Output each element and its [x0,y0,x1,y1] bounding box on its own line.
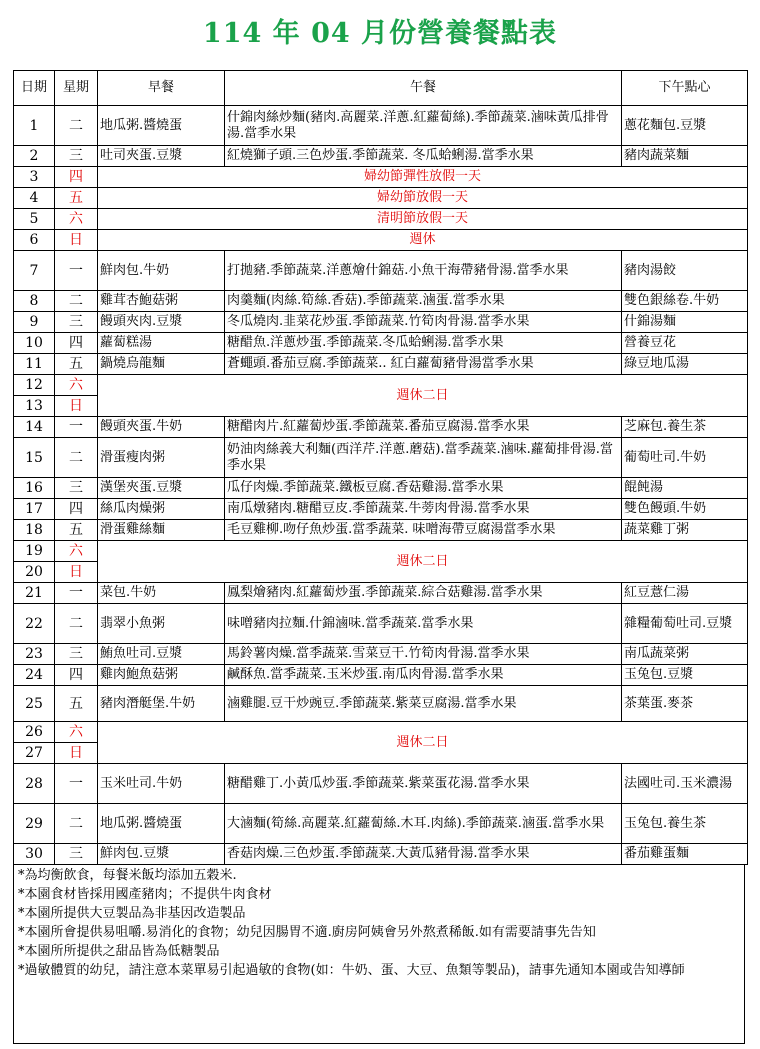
breakfast-cell: 滑蛋雞絲麵 [98,520,225,541]
table-row [14,604,748,644]
snack-cell: 營養豆花 [622,333,748,354]
breakfast-cell: 雞肉鮑魚菇粥 [98,665,225,686]
table-row [14,312,748,333]
note-line: *本園所提供大豆製品為非基因改造製品 [18,906,246,921]
header-breakfast: 早餐 [98,71,225,106]
date-cell: 14 [14,417,55,438]
weekday-cell: 二 [55,106,98,146]
lunch-cell: 鹹酥魚.當季蔬菜.玉米炒蛋.南瓜肉骨湯.當季水果 [225,665,622,686]
date-cell: 20 [14,562,55,583]
breakfast-cell: 鮮肉包.牛奶 [98,251,225,291]
breakfast-cell: 饅頭夾蛋.牛奶 [98,417,225,438]
date-cell: 4 [14,188,55,209]
table-row [14,541,748,562]
date-cell: 26 [14,722,55,743]
snack-cell: 雙色銀絲卷.牛奶 [622,291,748,312]
header-date: 日期 [14,71,55,106]
table-row [14,844,748,865]
weekday-cell: 一 [55,251,98,291]
breakfast-cell: 地瓜粥.醬燒蛋 [98,106,225,146]
lunch-cell: 糖醋肉片.紅蘿蔔炒蛋.季節蔬菜.番茄豆腐湯.當季水果 [225,417,622,438]
weekday-cell: 三 [55,146,98,167]
date-cell: 2 [14,146,55,167]
table-row [14,333,748,354]
weekday-cell: 六 [55,541,98,562]
breakfast-cell: 漢堡夾蛋.豆漿 [98,478,225,499]
date-cell: 3 [14,167,55,188]
note-line: *過敏體質的幼兒，請注意本菜單易引起過敏的食物(如：牛奶、蛋、大豆、魚類等製品)，請事先通知本園或告知導師 [18,963,685,978]
weekday-cell: 二 [55,604,98,644]
breakfast-cell: 饅頭夾肉.豆漿 [98,312,225,333]
date-cell: 25 [14,686,55,722]
snack-cell: 什錦湯麵 [622,312,748,333]
snack-cell: 餛飩湯 [622,478,748,499]
snack-cell: 雜糧葡萄吐司.豆漿 [622,604,748,644]
date-cell: 8 [14,291,55,312]
lunch-cell: 蒼蠅頭.番茄豆腐.季節蔬菜.. 紅白蘿蔔豬骨湯當季水果 [225,354,622,375]
weekday-cell: 三 [55,844,98,865]
date-cell: 30 [14,844,55,865]
weekday-cell: 二 [55,438,98,478]
weekday-cell: 四 [55,333,98,354]
weekday-cell: 一 [55,417,98,438]
weekday-cell: 四 [55,499,98,520]
date-cell: 18 [14,520,55,541]
weekday-cell: 五 [55,354,98,375]
table-row [14,354,748,375]
table-header-row [14,71,748,106]
holiday-cell: 週休 [98,230,748,251]
breakfast-cell: 鮪魚吐司.豆漿 [98,644,225,665]
date-cell: 10 [14,333,55,354]
snack-cell: 豬肉蔬菜麵 [622,146,748,167]
breakfast-cell: 吐司夾蛋.豆漿 [98,146,225,167]
snack-cell: 紅豆薏仁湯 [622,583,748,604]
table-row [14,106,748,146]
breakfast-cell: 鍋燒烏龍麵 [98,354,225,375]
date-cell: 9 [14,312,55,333]
breakfast-cell: 翡翠小魚粥 [98,604,225,644]
weekend-cell: 週休二日 [98,541,748,583]
notes-box [13,865,745,1044]
breakfast-cell: 菜包.牛奶 [98,583,225,604]
snack-cell: 番茄雞蛋麵 [622,844,748,865]
snack-cell: 綠豆地瓜湯 [622,354,748,375]
date-cell: 27 [14,743,55,764]
date-cell: 6 [14,230,55,251]
date-cell: 19 [14,541,55,562]
table-row [14,438,748,478]
weekday-cell: 日 [55,396,98,417]
weekday-cell: 六 [55,209,98,230]
breakfast-cell: 滑蛋瘦肉粥 [98,438,225,478]
lunch-cell: 紅燒獅子頭.三色炒蛋.季節蔬菜. 冬瓜蛤蜊湯.當季水果 [225,146,622,167]
date-cell: 24 [14,665,55,686]
table-row [14,764,748,804]
snack-cell: 蔥花麵包.豆漿 [622,106,748,146]
lunch-cell: 糖醋雞丁.小黃瓜炒蛋.季節蔬菜.紫菜蛋花湯.當季水果 [225,764,622,804]
snack-cell: 葡萄吐司.牛奶 [622,438,748,478]
breakfast-cell: 雞茸杏鮑菇粥 [98,291,225,312]
lunch-cell: 瓜仔肉燥.季節蔬菜.鐵板豆腐.香菇雞湯.當季水果 [225,478,622,499]
table-row [14,209,748,230]
breakfast-cell: 豬肉潛艇堡.牛奶 [98,686,225,722]
breakfast-cell: 玉米吐司.牛奶 [98,764,225,804]
holiday-cell: 婦幼節放假一天 [98,188,748,209]
header-snack: 下午點心 [622,71,748,106]
weekday-cell: 一 [55,583,98,604]
weekday-cell: 二 [55,291,98,312]
table-row [14,583,748,604]
snack-cell: 芝麻包.養生茶 [622,417,748,438]
weekday-cell: 六 [55,722,98,743]
date-cell: 28 [14,764,55,804]
weekday-cell: 一 [55,764,98,804]
lunch-cell: 冬瓜燒肉.韭菜花炒蛋.季節蔬菜.竹筍肉骨湯.當季水果 [225,312,622,333]
date-cell: 5 [14,209,55,230]
weekday-cell: 五 [55,188,98,209]
weekday-cell: 日 [55,743,98,764]
header-weekday: 星期 [55,71,98,106]
snack-cell: 茶葉蛋.麥茶 [622,686,748,722]
table-row [14,291,748,312]
lunch-cell: 奶油肉絲義大利麵(西洋芹.洋蔥.蘑菇).當季蔬菜.滷味.蘿蔔排骨湯.當季水果 [225,438,622,478]
table-row [14,188,748,209]
table-row [14,478,748,499]
table-row [14,686,748,722]
lunch-cell: 香菇肉燥.三色炒蛋.季節蔬菜.大黃瓜豬骨湯.當季水果 [225,844,622,865]
lunch-cell: 馬鈴薯肉燥.當季蔬菜.雪菜豆干.竹筍肉骨湯.當季水果 [225,644,622,665]
table-row [14,644,748,665]
table-row [14,375,748,396]
weekday-cell: 三 [55,478,98,499]
date-cell: 12 [14,375,55,396]
date-cell: 13 [14,396,55,417]
date-cell: 17 [14,499,55,520]
breakfast-cell: 地瓜粥.醬燒蛋 [98,804,225,844]
snack-cell: 法國吐司.玉米濃湯 [622,764,748,804]
snack-cell: 玉兔包.豆漿 [622,665,748,686]
weekday-cell: 二 [55,804,98,844]
date-cell: 29 [14,804,55,844]
breakfast-cell: 絲瓜肉燥粥 [98,499,225,520]
weekday-cell: 五 [55,520,98,541]
breakfast-cell: 鮮肉包.豆漿 [98,844,225,865]
table-row [14,804,748,844]
table-row [14,499,748,520]
lunch-cell: 打拋豬.季節蔬菜.洋蔥燴什錦菇.小魚干海帶豬骨湯.當季水果 [225,251,622,291]
holiday-cell: 清明節放假一天 [98,209,748,230]
snack-cell: 雙色饅頭.牛奶 [622,499,748,520]
weekday-cell: 四 [55,167,98,188]
table-row [14,251,748,291]
meal-table [13,70,748,865]
note-line: *為均衡飲食，每餐米飯均添加五穀米. [18,868,237,883]
page-title: 114 年 04 月份營養餐點表 [202,18,558,49]
lunch-cell: 糖醋魚.洋蔥炒蛋.季節蔬菜.冬瓜蛤蜊湯.當季水果 [225,333,622,354]
weekday-cell: 三 [55,644,98,665]
weekday-cell: 日 [55,562,98,583]
holiday-cell: 婦幼節彈性放假一天 [98,167,748,188]
date-cell: 21 [14,583,55,604]
header-lunch: 午餐 [225,71,622,106]
weekday-cell: 三 [55,312,98,333]
snack-cell: 南瓜蔬菜粥 [622,644,748,665]
date-cell: 1 [14,106,55,146]
breakfast-cell: 蘿蔔糕湯 [98,333,225,354]
table-row [14,722,748,743]
date-cell: 23 [14,644,55,665]
table-row [14,146,748,167]
table-row [14,665,748,686]
table-row [14,167,748,188]
date-cell: 22 [14,604,55,644]
snack-cell: 豬肉湯餃 [622,251,748,291]
note-line: *本園所所提供之甜品皆為低糖製品 [18,944,220,959]
weekend-cell: 週休二日 [98,375,748,417]
date-cell: 11 [14,354,55,375]
table-row [14,417,748,438]
weekday-cell: 五 [55,686,98,722]
note-line: *本園食材皆採用國產豬肉；不提供牛肉食材 [18,887,272,902]
date-cell: 7 [14,251,55,291]
lunch-cell: 毛豆雞柳.吻仔魚炒蛋.當季蔬菜. 味噌海帶豆腐湯當季水果 [225,520,622,541]
lunch-cell: 鳳梨燴豬肉.紅蘿蔔炒蛋.季節蔬菜.綜合菇雞湯.當季水果 [225,583,622,604]
date-cell: 16 [14,478,55,499]
table-body [14,106,748,865]
table-row [14,520,748,541]
weekday-cell: 六 [55,375,98,396]
note-line: *本園所會提供易咀嚼.易消化的食物；幼兒因腸胃不適.廚房阿姨會另外熬煮稀飯.如有需要請事先告知 [18,925,596,940]
snack-cell: 蔬菜雞丁粥 [622,520,748,541]
lunch-cell: 什錦肉絲炒麵(豬肉.高麗菜.洋蔥.紅蘿蔔絲).季節蔬菜.滷味黃瓜排骨湯.當季水果 [225,106,622,146]
lunch-cell: 肉羹麵(肉絲.筍絲.香菇).季節蔬菜.滷蛋.當季水果 [225,291,622,312]
date-cell: 15 [14,438,55,478]
lunch-cell: 味噌豬肉拉麵.什錦滷味.當季蔬菜.當季水果 [225,604,622,644]
lunch-cell: 南瓜燉豬肉.糖醋豆皮.季節蔬菜.牛蒡肉骨湯.當季水果 [225,499,622,520]
weekend-cell: 週休二日 [98,722,748,764]
snack-cell: 玉兔包.養生茶 [622,804,748,844]
weekday-cell: 日 [55,230,98,251]
table-row [14,230,748,251]
lunch-cell: 大滷麵(筍絲.高麗菜.紅蘿蔔絲.木耳.肉絲).季節蔬菜.滷蛋.當季水果 [225,804,622,844]
lunch-cell: 滷雞腿.豆干炒豌豆.季節蔬菜.紫菜豆腐湯.當季水果 [225,686,622,722]
weekday-cell: 四 [55,665,98,686]
